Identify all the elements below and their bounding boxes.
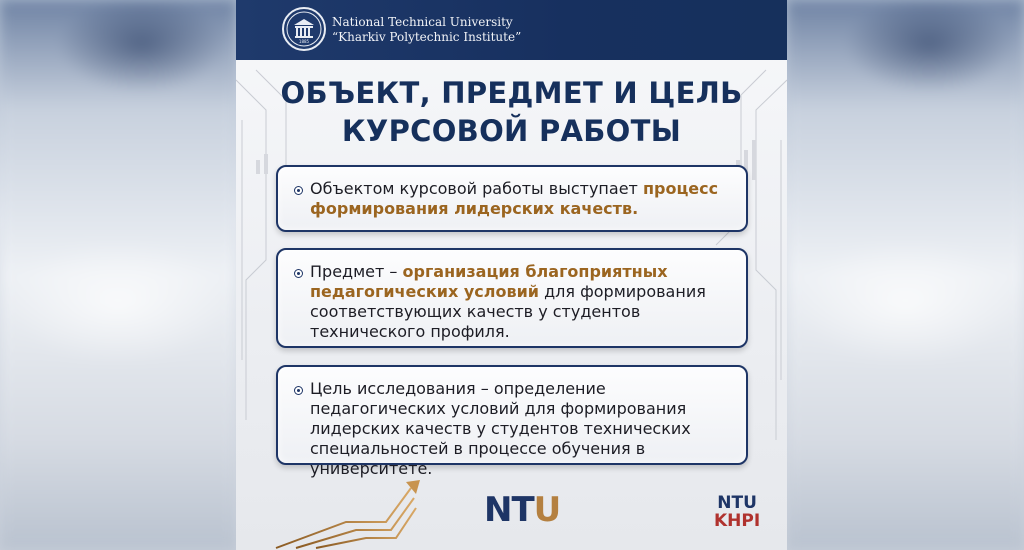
seal-year: 1885 [298,39,310,44]
logo-khpi-text: KHPI [714,511,761,531]
title-line1: ОБЪЕКТ, ПРЕДМЕТ И ЦЕЛЬ [280,76,743,110]
card-text: Объектом курсовой работы выступает [310,179,643,198]
logo-ntu-text: NTU [717,493,757,513]
subject-card [276,248,748,348]
logo-letter-t: T [511,490,534,530]
object-card [276,165,748,232]
bullet-icon [294,186,303,195]
card-highlight: процесс формирования лидерских качеств. [310,179,719,218]
ntu-logo-center [484,492,560,528]
university-name-line2: “Kharkiv Polytechnic Institute” [332,30,522,44]
bullet-icon [294,386,303,395]
title-line2: КУРСОВОЙ РАБОТЫ [341,114,682,148]
logo-letter-n: N [484,490,512,530]
university-name-line1: National Technical University [332,15,513,29]
goal-card [276,365,748,478]
blurred-background-left [0,0,236,550]
poster [236,0,787,550]
card-highlight: организация благоприятных педагогических условий [310,262,668,301]
header-banner [236,0,787,60]
bullet-icon [294,269,303,278]
card-text-after: для формирования соответствующих качеств у студентов технического профиля. [310,282,706,341]
ntu-khpi-logo [714,494,760,530]
page-title [236,74,787,150]
card-text: Цель исследования – определение педагогических условий для формирования лидерских качеств у студентов технических специальностей в процессе обучения в университете. [310,379,691,478]
blurred-background-right [787,0,1024,550]
university-seal-icon [282,7,326,51]
card-text: Предмет – [310,262,403,281]
logo-letter-u: U [533,490,561,530]
